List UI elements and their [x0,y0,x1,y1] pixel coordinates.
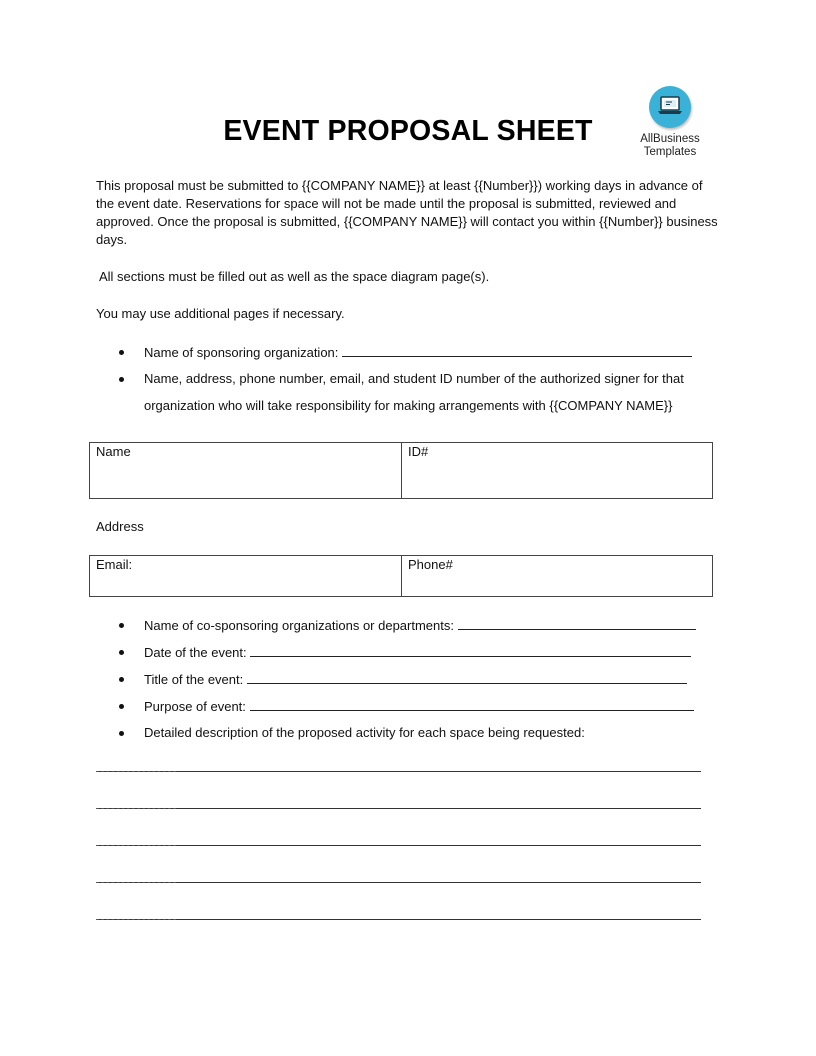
id-label: ID# [408,444,429,459]
id-field[interactable] [402,443,712,498]
event-purpose-label: Purpose of event: [144,699,250,714]
bullet-icon [119,731,124,736]
email-phone-table [89,555,713,597]
email-label: Email: [96,557,133,572]
description-line-4[interactable] [96,882,701,883]
bullet-icon [119,623,124,628]
address-label: Address [96,519,144,534]
name-id-table [89,442,713,499]
bullet-icon [119,650,124,655]
phone-label: Phone# [408,557,453,572]
authorized-signer-line-1: Name, address, phone number, email, and student ID number of the authorized signer for that [144,371,684,386]
bullet-icon [119,350,124,355]
page-title: EVENT PROPOSAL SHEET [223,115,593,147]
sections-note: All sections must be filled out as well as the space diagram page(s). [99,269,490,284]
email-field[interactable] [90,556,402,596]
event-date-label: Date of the event: [144,645,251,660]
event-date-field[interactable] [250,643,691,657]
description-line-2[interactable] [96,808,701,809]
description-line-1[interactable] [96,771,701,772]
pages-note: You may use additional pages if necessary. [96,306,345,321]
logo-line-2: Templates [643,146,697,158]
event-purpose-field[interactable] [250,697,694,711]
phone-field[interactable] [402,556,712,596]
sponsoring-org-field[interactable] [342,343,692,357]
logo-line-1: AllBusiness [640,133,700,145]
sponsoring-org-label: Name of sponsoring organization: [144,345,343,360]
description-line-3[interactable] [96,845,701,846]
name-field[interactable] [90,443,402,498]
event-title-label: Title of the event: [144,672,247,687]
authorized-signer-line-2: organization who will take responsibility for making arrangements with {{COMPANY NAME}} [144,398,673,413]
co-sponsoring-label: Name of co-sponsoring organizations or departments: [144,618,458,633]
bullet-icon [119,377,124,382]
bullet-icon [119,704,124,709]
co-sponsoring-field[interactable] [458,616,696,630]
description-line-5[interactable] [96,919,701,920]
name-label: Name [96,444,131,459]
bullet-icon [119,677,124,682]
intro-paragraph: This proposal must be submitted to {{COMPANY NAME}} at least {{Number}}) working days in advance of the event date. Reservations for space will not be made until the proposal is submitted, reviewed and approved. Once the proposal is submitted, {{COMPANY NAME}} will contact you within {{Number}} business days. [96,178,718,247]
event-title-field[interactable] [247,670,687,684]
activity-description-label: Detailed description of the proposed activity for each space being requested: [144,725,585,740]
